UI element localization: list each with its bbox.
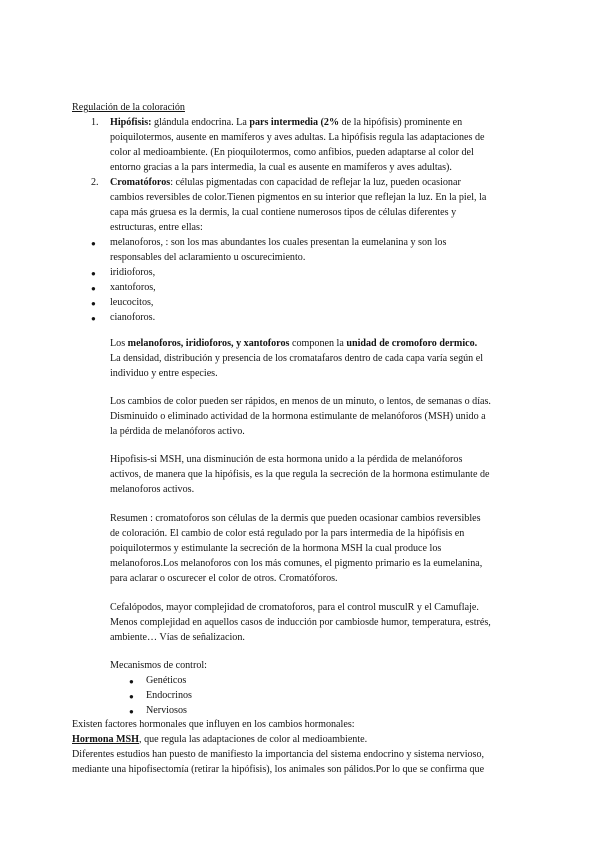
bullet-melanoforos: melanoforos, : son los mas abundantes los cuales presentan la eumelanina y son los — [110, 237, 447, 248]
tail-line-2-text: , que regula las adaptaciones de color al medioambiente. — [139, 734, 368, 745]
item2-line-1 — [110, 176, 461, 191]
para5-line-3: ambiente… Vías de señalizacion. — [110, 632, 245, 643]
item2-line-2: cambios reversibles de color.Tienen pigmentos en su interior que reflejan la luz. En la piel, la — [110, 192, 487, 203]
item1-line-3: color al medioambiente. (En pioquilotermos, como anfibios, pueden adaptarse al color del — [110, 147, 474, 158]
para1-text-a: Los — [110, 338, 128, 349]
list-number-1: 1. — [91, 117, 99, 128]
para4-line-3: poiquilotermos y estimulante la secreción de la hormona MSH la cual produce los — [110, 543, 442, 554]
para3-line-1: Hipofisis-si MSH, una disminución de esta hormona unido a la pérdida de melanóforos — [110, 454, 463, 465]
para3-line-2: activos, de manera que la hipófisis, es la que regula la secreción de la hormona estimulante de — [110, 469, 490, 480]
para5-line-1: Cefalópodos, mayor complejidad de cromatoforos, para el control musculR y el Camuflaje. — [110, 602, 479, 613]
bullet-icon: ● — [91, 284, 96, 293]
bullet-cianoforos: cianoforos. — [110, 312, 156, 323]
bullet-icon: ● — [91, 314, 96, 323]
para2-line-2: Disminuido o eliminado actividad de la hormona estimulante de melanóforos (MSH) unido a — [110, 411, 486, 422]
tail-line-3: Diferentes estudios han puesto de manifiesto la importancia del sistema endocrino y sistema nervioso, — [72, 749, 485, 760]
item2-line-4: estructuras, entre ellas: — [110, 222, 203, 233]
list-number-2: 2. — [91, 177, 99, 188]
bullet-icon: ● — [91, 299, 96, 308]
bullet-icon: ● — [129, 692, 134, 701]
control-item-geneticos: Genéticos — [146, 675, 187, 686]
para1-line-1 — [110, 337, 477, 352]
para4-line-4: melanoforos.Los melanoforos con los más comunes, el pigmento primario es la eumelanina, — [110, 558, 483, 569]
item1-pars-intermedia: pars intermedia (2% — [249, 117, 340, 128]
bullet-icon: ● — [91, 269, 96, 278]
item2-line-3: capa más gruesa es la dermis, la cual contiene numerosos tipos de células diferentes y — [110, 207, 457, 218]
item1-line-1 — [110, 116, 462, 131]
para4-line-5: para aclarar o oscurecer el color de otros. Cromatóforos. — [110, 573, 338, 584]
tail-line-4: mediante una hipofisectomía (retirar la hipófisis), los animales son pálidos.Por lo que se confirma que — [72, 764, 485, 775]
item2-term: Cromatóforos — [110, 177, 171, 188]
para2-line-1: Los cambios de color pueden ser rápidos, en menos de un minuto, o lentos, de semanas o días. — [110, 396, 491, 407]
para1-bold-unit: unidad de cromoforo dermico. — [346, 338, 478, 349]
bullet-xantoforos: xantoforos, — [110, 282, 156, 293]
item1-text-c: de la hipófisis) prominente en — [339, 117, 463, 128]
bullet-icon: ● — [129, 677, 134, 686]
section-heading: Regulación de la coloración — [72, 102, 185, 113]
item1-text-a: glándula endocrina. La — [151, 117, 250, 128]
para4-line-2: de coloración. El cambio de color está regulado por la pars intermedia de la hipófisis en — [110, 528, 465, 539]
hormona-msh-term: Hormona MSH — [72, 734, 140, 745]
control-item-nerviosos: Nerviosos — [146, 705, 187, 716]
item1-term: Hipófisis: — [110, 117, 152, 128]
para1-text-c: componen la — [289, 338, 347, 349]
tail-line-2 — [72, 733, 367, 748]
para3-line-3: melanoforos activos. — [110, 484, 195, 495]
bullet-iridioforos: iridioforos, — [110, 267, 156, 278]
para2-line-3: la pérdida de melanóforos activo. — [110, 426, 245, 437]
para1-line-3: individuo y entre especies. — [110, 368, 218, 379]
bullet-icon: ● — [91, 239, 96, 248]
para1-line-2: La densidad, distribución y presencia de los cromatafaros dentro de cada capa varía según el — [110, 353, 484, 364]
item1-line-2: poiquilotermos, ausente en mamíferos y aves adultas. La hipófisis regula las adaptaciones de — [110, 132, 485, 143]
control-item-endocrinos: Endocrinos — [146, 690, 192, 701]
bullet-icon: ● — [129, 707, 134, 716]
bullet-melanoforos-line-2: responsables del aclaramiento u oscurecimiento. — [110, 252, 306, 263]
para4-line-1: Resumen : cromatoforos son células de la dermis que pueden ocasionar cambios reversibles — [110, 513, 481, 524]
item2-text: : células pigmentadas con capacidad de reflejar la luz, pueden ocasionar — [170, 177, 461, 188]
para1-bold-cells: melanoforos, iridioforos, y xantoforos — [127, 338, 290, 349]
para5-line-2: Menos complejidad en aquellos casos de inducción por cambiosde humor, temperatura, estrés, — [110, 617, 491, 628]
control-title: Mecanismos de control: — [110, 660, 207, 671]
bullet-leucocitos: leucocitos, — [110, 297, 154, 308]
item1-line-4: entorno gracias a la pars intermedia, la cual es ausente en mamíferos y aves adultas). — [110, 162, 452, 173]
tail-line-1: Existen factores hormonales que influyen en los cambios hormonales: — [72, 719, 355, 730]
